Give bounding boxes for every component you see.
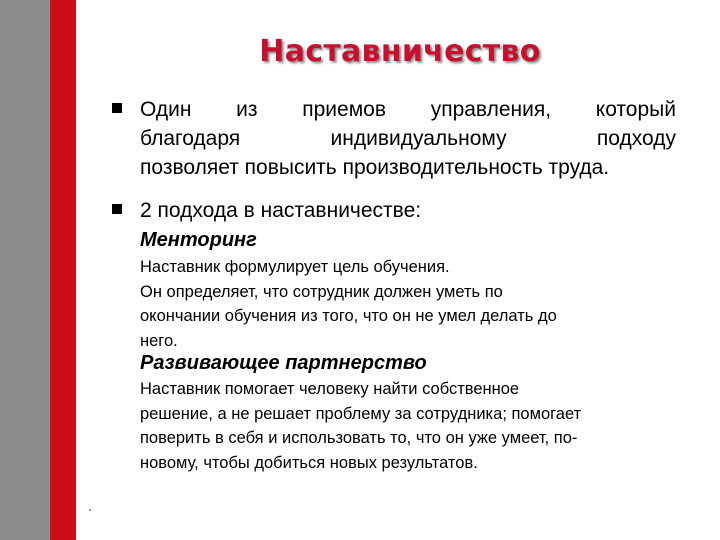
bullet-1-text <box>140 95 676 182</box>
bullet-square-icon <box>112 204 122 214</box>
description-line: него. <box>140 331 178 350</box>
bullet-1-line: позволяет повысить производительность труда. <box>140 156 610 179</box>
decorative-dot <box>89 509 91 511</box>
bullet-1-line: Один из приемов управления, который <box>140 98 676 121</box>
approach-description-mentoring <box>140 255 680 353</box>
bullet-square-icon <box>112 103 122 113</box>
description-line: Он определяет, что сотрудник должен уметь по <box>140 282 503 301</box>
description-line: Наставник помогает человеку найти собственное <box>140 380 520 398</box>
left-gray-bar <box>0 0 50 540</box>
description-line: поверить в себя и использовать то, что он уже умеет, по- <box>140 429 578 447</box>
bullet-1-line: благодаря индивидуальному подходу <box>140 127 676 150</box>
description-line: Наставник формулирует цель обучения. <box>140 258 450 276</box>
approach-description-partnership <box>140 377 680 475</box>
approach-heading-mentoring: Менторинг <box>140 229 257 251</box>
slide-title: Наставничество <box>259 34 541 69</box>
left-red-bar <box>50 0 76 540</box>
bullet-2-text: 2 подхода в наставничестве: <box>140 199 422 222</box>
description-line: новому, чтобы добиться новых результатов. <box>140 453 478 472</box>
description-line: окончании обучения из того, что он не умел делать до <box>140 307 557 325</box>
approach-heading-partnership: Развивающее партнерство <box>140 352 427 374</box>
description-line: решение, а не решает проблему за сотрудника; помогает <box>140 404 582 423</box>
